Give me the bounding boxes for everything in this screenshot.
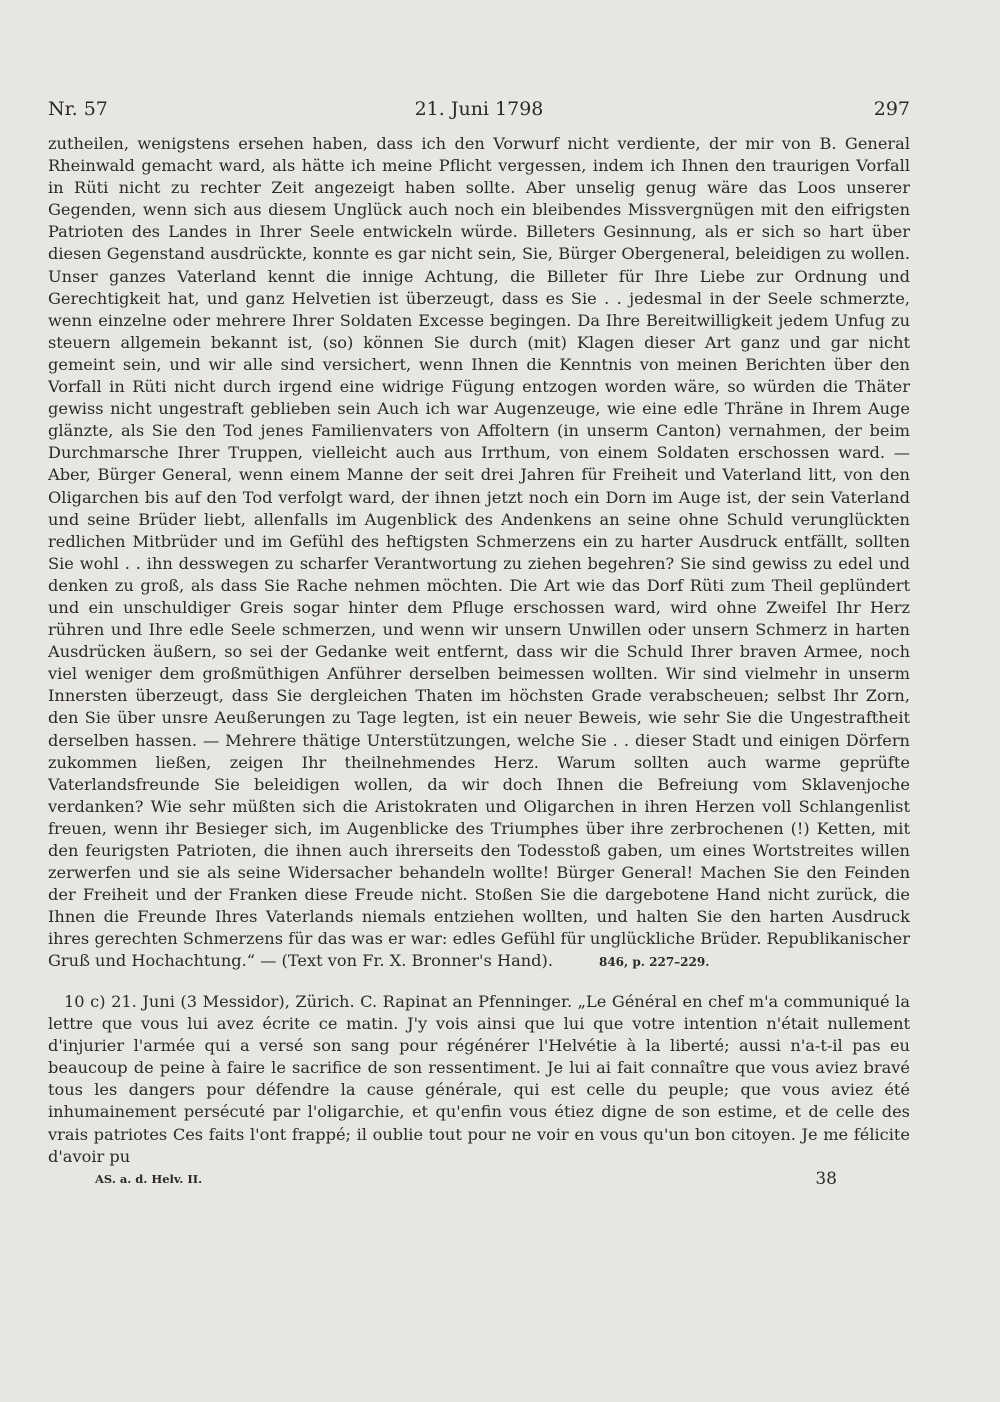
page-number: 297 (873, 98, 910, 120)
body-paragraph-1 (48, 133, 910, 972)
running-header (48, 98, 910, 122)
page-footer (95, 1169, 855, 1189)
document-number: Nr. 57 (48, 98, 108, 120)
source-reference: 846, p. 227–229. (598, 955, 710, 970)
page-body (48, 133, 910, 1166)
body-paragraph-1-text: zutheilen, wenigstens ersehen haben, dass ich den Vorwurf nicht verdiente, der mir von B. General Rheinwald gemacht ward, als hätte ich meine Pflicht vergessen, indem ich Ihnen den traurigen Vorfall in Rüti nicht zu rechter Zeit angezeigt haben sollte. Aber unselig genug wäre das Loos unserer Gegenden, wenn sich aus diesem Unglück auch noch ein bleibendes Missvergnügen mit den eifrigsten Patrioten des Landes in Ihrer Seele entwickeln würde. Billeters Gesinnung, als er sich so hart über diesen Gegenstand ausdrückte, konnte es gar nicht sein, Sie, Bürger Obergeneral, beleidigen zu wollen. Unser ganzes Vaterland kennt die innige Achtung, die Billeter für Ihre Liebe zur Ordnung und Gerechtigkeit hat, und ganz Helvetien ist überzeugt, dass es Sie . . jedesmal in der Seele schmerzte, wenn einzelne oder mehrere Ihrer Soldaten Excesse begingen. Da Ihre Bereitwilligkeit jedem Unfug zu steuern allgemein bekannt ist, (so) können Sie durch (mit) Klagen dieser Art ganz und gar nicht gemeint sein, und wir alle sind versichert, wenn Ihnen die Kenntnis von meinen Berichten über den Vorfall in Rüti nicht durch irgend eine widrige Fügung entzogen worden wäre, so würden die Thäter gewiss nicht ungestraft geblieben sein Auch ich war Augenzeuge, wie eine edle Thräne in Ihrem Auge glänzte, als Sie den Tod jenes Familienvaters von Affoltern (in unserm Canton) vernahmen, der beim Durchmarsche Ihrer Truppen, vielleicht auch aus Irrthum, von einem Soldaten erschossen ward. — Aber, Bürger General, wenn einem Manne der seit drei Jahren für Freiheit und Vaterland litt, von den Oligarchen bis auf den Tod verfolgt ward, der ihnen jetzt noch ein Dorn im Auge ist, der sein Vaterland und seine Brüder liebt, allenfalls im Augenblick des Andenkens an seine ohne Schuld verunglückten redlichen Mitbrüder und im Gefühl des heftigsten Schmerzens ein zu harter Ausdruck entfällt, sollten Sie wohl . . ihn desswegen zu scharfer Verantwortung zu ziehen begehren? Sie sind gewiss zu edel und denken zu groß, als dass Sie Rache nehmen möchten. Die Art wie das Dorf Rüti zum Theil geplündert und ein unschuldiger Greis sogar hinter dem Pfluge erschossen ward, wird ohne Zweifel Ihr Herz rühren und Ihre edle Seele schmerzen, und wenn wir unsern Unwillen oder unsern Schmerz in harten Ausdrücken äußern, so sei der Gedanke weit entfernt, dass wir die Schuld Ihrer braven Armee, noch viel weniger dem großmüthigen Anführer derselben beimessen wollten. Wir sind vielmehr in unserm Innersten überzeugt, dass Sie dergleichen Thaten im höchsten Grade verabscheuen; selbst Ihr Zorn, den Sie über unsre Aeußerungen zu Tage legten, ist ein neuer Beweis, wie sehr Sie die Ungestraftheit derselben hassen. — Mehrere thätige Unterstützungen, welche Sie . . dieser Stadt und einigen Dörfern zukommen ließen, zeigen Ihr theilnehmendes Herz. Warum sollten auch warme geprüfte Vaterlandsfreunde Sie beleidigen wollen, da wir doch Ihnen die Befreiung vom Sklavenjoche verdanken? Wie sehr müßten sich die Aristokraten und Oligarchen in ihren Herzen voll Schlangenlist freuen, wenn ihr Besieger sich, im Augenblicke des Triumphes über ihre zerbrochenen (!) Ketten, mit den feurigsten Patrioten, die ihnen auch ihrerseits den Todesstoß gaben, um eines Wortstreites willen zerwerfen und sie als seine Widersacher behandeln wollte! Bürger General! Machen Sie den Feinden der Freiheit und der Franken diese Freude nicht. Stoßen Sie die dargebotene Hand nicht zurück, die Ihnen die Freunde Ihres Vaterlands niemals entziehen wollten, und halten Sie den harten Ausdruck ihres gerechten Schmerzens für das was er war: edles Gefühl für unglückliche Brüder. Republikanischer Gruß und Hochachtung.“ — (Text von Fr. X. Bronner's Hand). (48, 134, 910, 971)
source-reference-wrap (599, 950, 709, 973)
sheet-number: 38 (815, 1169, 837, 1189)
signature-mark: AS. a. d. Helv. II. (95, 1172, 203, 1186)
body-paragraph-2: 10 c) 21. Juni (3 Messidor), Zürich. C. Rapinat an Pfenninger. „Le Général en chef m'a communiqué la lettre que vous lui avez écrite ce matin. J'y vois ainsi que lui que votre intention n'était nullement d'injurier l'armée qui a versé son sang pour régénérer l'Helvétie à la liberté; aussi n'a-t-il pas eu beaucoup de peine à faire le sacrifice de son ressentiment. Je lui ai fait connaître que vous aviez bravé tous les dangers pour défendre la cause générale, qui est celle du peuple; que vous aviez été inhumainement persécuté par l'oligarchie, et qu'enfin vous étiez digne de son estime, et de celle des vrais patriotes Ces faits l'ont frappé; il oublie tout pour ne voir en vous qu'un bon citoyen. Je me félicite d'avoir pu (48, 992, 910, 1166)
header-date: 21. Juni 1798 (414, 98, 544, 120)
